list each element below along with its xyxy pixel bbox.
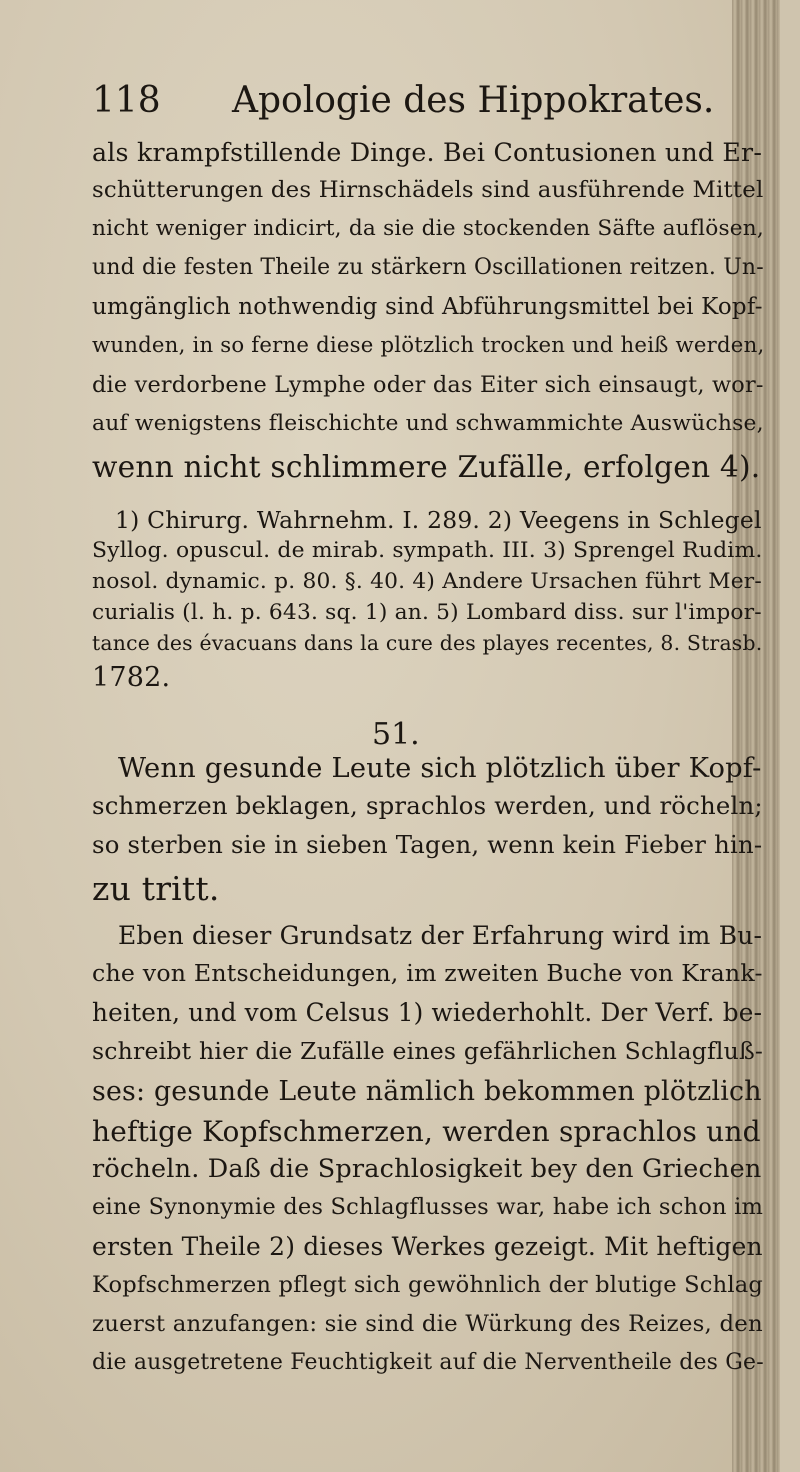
commentary-line: che von Entscheidungen, im zweiten Buche von Krank- xyxy=(92,959,763,987)
commentary-line: heftige Kopfschmerzen, werden sprachlos und xyxy=(92,1115,761,1148)
commentary-line: röcheln. Daß die Sprachlosigkeit bey den Griechen xyxy=(92,1154,762,1184)
commentary-line: Kopfschmerzen pflegt sich gewöhnlich der blutige Schlag xyxy=(92,1272,764,1298)
commentary-line: schreibt hier die Zufälle eines gefährlichen Schlagfluß- xyxy=(92,1037,764,1065)
footnote-line: curialis (l. h. p. 643. sq. 1) an. 5) Lombard diss. sur l'impor- xyxy=(92,600,762,625)
footnote-line: tance des évacuans dans la cure des playes recentes, 8. Strasb. xyxy=(92,631,763,655)
body-line: schütterungen des Hirnschädels sind ausführende Mittel xyxy=(92,177,764,203)
body-line: auf wenigstens fleischichte und schwammichte Auswüchse, xyxy=(92,411,764,436)
footnote-line: 1782. xyxy=(92,662,171,693)
commentary-line: zuerst anzufangen: sie sind die Würkung des Reizes, den xyxy=(92,1311,763,1337)
running-title: Apologie des Hippokrates. xyxy=(232,80,715,121)
commentary-line: eine Synonymie des Schlagflusses war, habe ich schon im xyxy=(92,1194,764,1220)
body-line: die verdorbene Lymphe oder das Eiter sich einsaugt, wor- xyxy=(92,372,764,398)
aphorism-line: zu tritt. xyxy=(92,869,220,908)
commentary-line: ses: gesunde Leute nämlich bekommen plötzlich xyxy=(92,1076,762,1107)
commentary-line: Eben dieser Grundsatz der Erfahrung wird im Bu- xyxy=(118,921,763,950)
body-line: als krampfstillende Dinge. Bei Contusionen und Er- xyxy=(92,138,763,167)
body-line: wunden, in so ferne diese plötzlich trocken und heiß werden, xyxy=(92,333,765,358)
commentary-line: heiten, und vom Celsus 1) wiederhohlt. Der Verf. be- xyxy=(92,998,763,1027)
footnote-line: Syllog. opuscul. de mirab. sympath. III. 3) Sprengel Rudim. xyxy=(92,538,763,563)
body-line: umgänglich nothwendig sind Abführungsmittel bei Kopf- xyxy=(92,294,763,320)
body-line: nicht weniger indicirt, da sie die stockenden Säfte auflösen, xyxy=(92,216,764,241)
aphorism-line: schmerzen beklagen, sprachlos werden, und röcheln; xyxy=(92,791,763,820)
body-line: wenn nicht schlimmere Zufälle, erfolgen 4). xyxy=(92,449,761,484)
commentary-line: die ausgetretene Feuchtigkeit auf die Nerventheile des Ge- xyxy=(92,1350,764,1375)
footnote-line: 1) Chirurg. Wahrnehm. I. 289. 2) Veegens in Schlegel xyxy=(115,506,762,534)
body-line: und die festen Theile zu stärkern Oscillationen reitzen. Un- xyxy=(92,255,764,280)
page-number: 118 xyxy=(92,80,161,121)
aphorism-line: so sterben sie in sieben Tagen, wenn kein Fieber hin- xyxy=(92,830,763,859)
footnote-line: nosol. dynamic. p. 80. §. 40. 4) Andere Ursachen führt Mer- xyxy=(92,569,762,594)
aphorism-line: Wenn gesunde Leute sich plötzlich über Kopf- xyxy=(118,753,762,784)
section-number: 51. xyxy=(372,717,420,752)
commentary-line: ersten Theile 2) dieses Werkes gezeigt. Mit heftigen xyxy=(92,1232,763,1261)
